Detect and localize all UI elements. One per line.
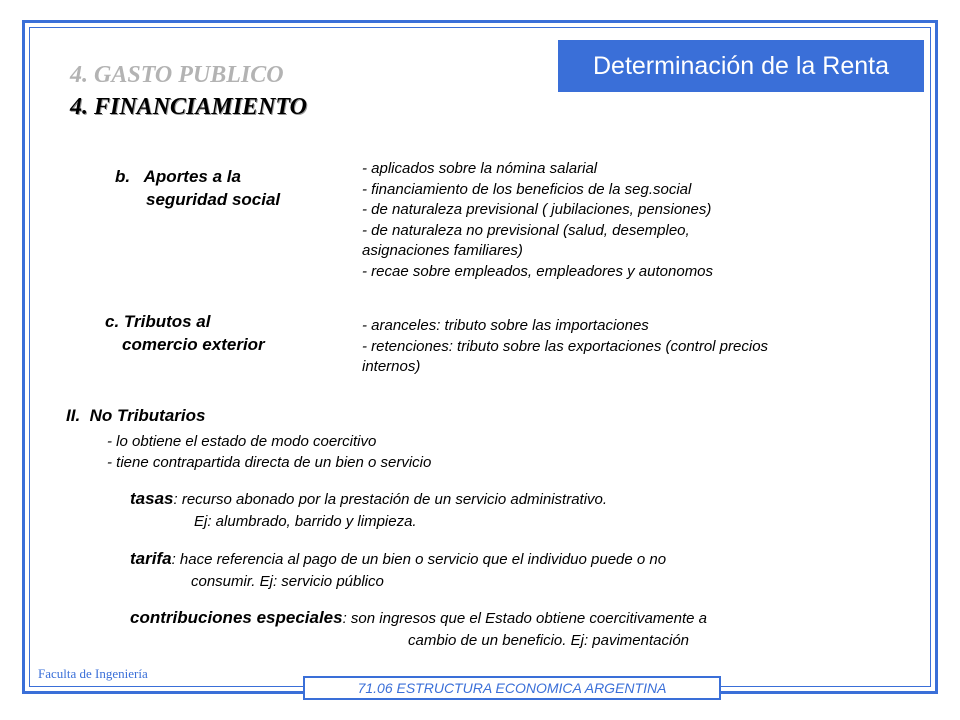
- tarifa-line1: : hace referencia al pago de un bien o servicio que el individuo puede o no: [171, 551, 667, 568]
- footer-course: 71.06 ESTRUCTURA ECONOMICA ARGENTINA: [303, 676, 721, 700]
- tasas-line2: Ej: alumbrado, barrido y limpieza.: [194, 513, 417, 530]
- list-item: - aplicados sobre la nómina salarial: [362, 160, 598, 177]
- list-item: - aranceles: tributo sobre las importaciones: [362, 317, 649, 334]
- list-item: internos): [362, 358, 421, 375]
- section-heading-financiamiento: 4. FINANCIAMIENTO: [70, 94, 307, 120]
- tributos-list: [362, 316, 768, 378]
- list-item: - recae sobre empleados, empleadores y autonomos: [362, 262, 714, 280]
- tarifa-definition: [130, 548, 666, 593]
- tasas-definition: [130, 488, 607, 533]
- aportes-label-line2: seguridad social: [146, 190, 281, 209]
- contribuciones-line2: cambio de un beneficio. Ej: pavimentación: [408, 632, 690, 649]
- contribuciones-line1: : son ingresos que el Estado obtiene coercitivamente a: [342, 610, 707, 627]
- list-item: - de naturaleza previsional ( jubilaciones, pensiones): [362, 201, 712, 218]
- tributos-label-line1: c. Tributos al: [105, 312, 211, 331]
- section-heading-gasto: 4. GASTO PUBLICO: [70, 62, 284, 88]
- no-tributarios-heading: II. No Tributarios: [66, 406, 206, 425]
- tributos-label: [105, 310, 265, 356]
- tasas-line1: : recurso abonado por la prestación de un servicio administrativo.: [173, 491, 608, 508]
- aportes-label: [115, 165, 280, 211]
- no-tributarios-list: [107, 432, 431, 473]
- list-item: - tiene contrapartida directa de un bien o servicio: [107, 453, 432, 471]
- contribuciones-definition: [130, 607, 707, 652]
- list-item: - de naturaleza no previsional (salud, desempleo,: [362, 221, 690, 239]
- list-item: asignaciones familiares): [362, 242, 523, 259]
- tarifa-line2: consumir. Ej: servicio público: [191, 573, 384, 590]
- list-item: - retenciones: tributo sobre las exportaciones (control precios: [362, 337, 769, 355]
- list-item: - financiamiento de los beneficios de la seg.social: [362, 180, 692, 198]
- footer-faculty: Faculta de Ingeniería: [38, 666, 148, 681]
- list-item: - lo obtiene el estado de modo coercitivo: [107, 433, 377, 450]
- tarifa-term: tarifa: [130, 549, 172, 568]
- tasas-term: tasas: [130, 489, 174, 508]
- tributos-label-line2: comercio exterior: [122, 335, 265, 354]
- aportes-label-line1: b. Aportes a la: [115, 167, 241, 186]
- slide-title: Determinación de la Renta: [558, 40, 924, 92]
- contribuciones-term: contribuciones especiales: [130, 608, 343, 627]
- aportes-list: [362, 159, 713, 282]
